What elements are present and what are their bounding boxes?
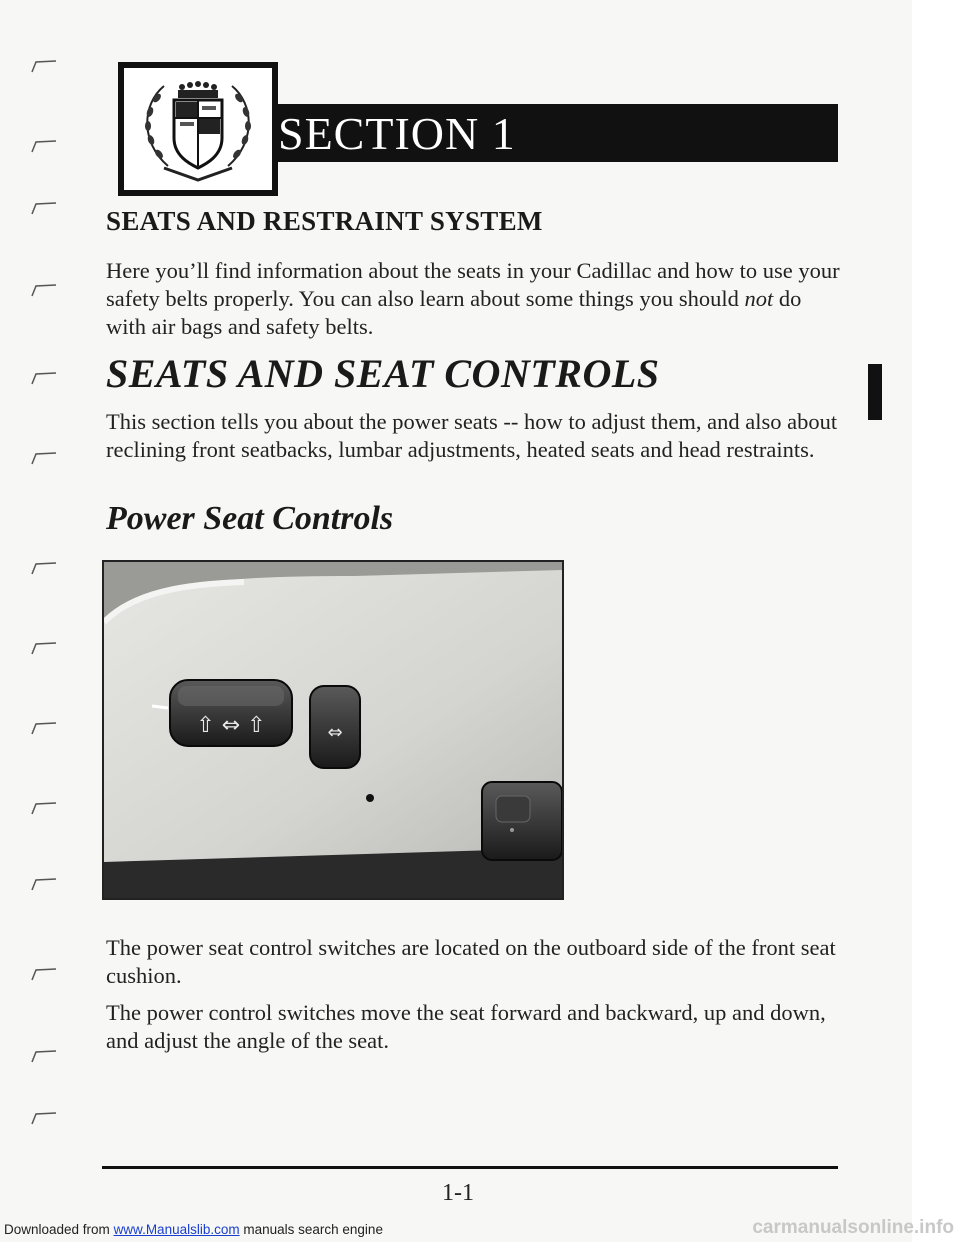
- scan-mark: [26, 282, 64, 298]
- scan-mark: [26, 1110, 64, 1126]
- recline-switch-arrow: ⇔: [327, 722, 343, 743]
- section-paragraph: This section tells you about the power seats -- how to adjust them, and also about reclining front seatbacks, lumbar adjustments, heated seats and head restraints.: [106, 409, 838, 462]
- chapter-title: SEATS AND RESTRAINT SYSTEM: [106, 206, 543, 236]
- intro-text-end: do with air bags and safety belts.: [106, 286, 802, 339]
- scan-mark: [26, 58, 64, 74]
- intro-text-start: Here you’ll find information about the seats in your Cadillac and how to use your safety belts properly. You can also learn about some things you should: [106, 258, 840, 311]
- scan-mark: [26, 640, 64, 656]
- section-label: SECTION 1: [278, 108, 516, 159]
- section-heading: SEATS AND SEAT CONTROLS: [106, 351, 660, 396]
- scan-mark: [26, 966, 64, 982]
- intro-emphasis: not: [744, 286, 774, 311]
- scan-mark: [26, 876, 64, 892]
- body-paragraph-1: The power seat control switches are located on the outboard side of the front seat cushion.: [106, 935, 836, 988]
- seat-switch-arrows: ⇧ ⇔ ⇧: [196, 713, 266, 738]
- section-thumb-tab: [868, 364, 882, 420]
- subheading-power-seat-controls: Power Seat Controls: [106, 500, 394, 537]
- intro-paragraph: [106, 257, 846, 341]
- download-attribution: [4, 1222, 383, 1237]
- page-number: 1-1: [442, 1180, 474, 1206]
- watermark: carmanualsonline.info: [752, 1217, 954, 1238]
- scan-mark: [26, 720, 64, 736]
- scan-mark: [26, 138, 64, 154]
- body-paragraph-2: The power control switches move the seat forward and backward, up and down, and adjust the angle of the seat.: [106, 1000, 826, 1053]
- scan-mark: [26, 800, 64, 816]
- scan-mark: [26, 370, 64, 386]
- cadillac-crest-icon: [118, 62, 278, 196]
- footer-rule: [102, 1166, 838, 1169]
- download-prefix: Downloaded from: [4, 1222, 114, 1237]
- manualslib-link[interactable]: www.Manualslib.com: [113, 1222, 240, 1237]
- page-margin: [912, 0, 960, 1242]
- scan-mark: [26, 1048, 64, 1064]
- scan-mark: [26, 450, 64, 466]
- download-suffix: manuals search engine: [239, 1222, 383, 1237]
- scan-mark: [26, 200, 64, 216]
- seat-controls-photo: [102, 560, 564, 900]
- scan-mark: [26, 560, 64, 576]
